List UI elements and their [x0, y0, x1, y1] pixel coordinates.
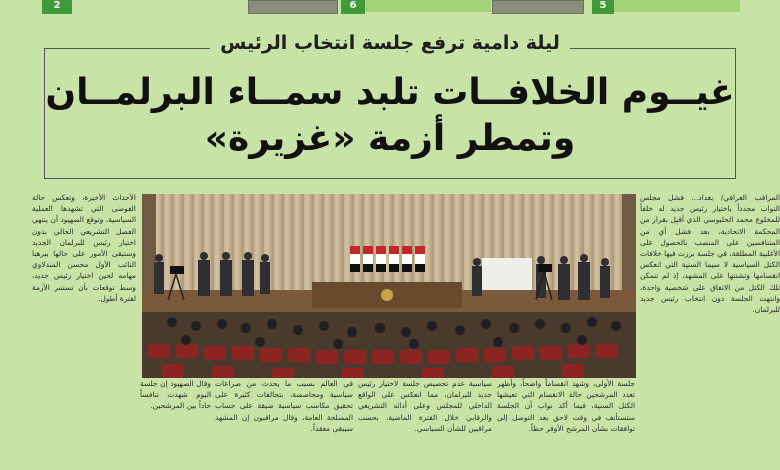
top-strip: [0, 0, 780, 14]
kicker-container: [0, 30, 780, 56]
photo-illustration: [142, 194, 636, 378]
parliament-session-photo: [142, 194, 636, 378]
section-badge: 2: [42, 0, 72, 14]
screen: [482, 258, 532, 290]
strip-bar: [365, 0, 491, 12]
article-column-right: المراقب العراقي/ بغداد... فشل مجلس النواب مجدداً باختيار رئيس جديد له خلفاً للمخلوع محمد الحلبوسي الذي أقيل بقرار من المحكمة الاتحادية، بعد فشل أي من المتنافسين على المنصب بالحصول على الأغلبية المطلقة، في جلسة برزت فيها خلافات الكتل السياسية لا سيما السنية التي انعكس انقسامها وتشتتها على المشهد، إذ لم تتمكن تلك الكتل من الاتفاق على شخصية واحدة، وانتهت الجلسة دون انتخاب رئيس جديد للبرلمان.: [640, 193, 780, 315]
article-column-bottom-2: سياسية عدم تحصيص جلسة لاختيار رئيس جديد للبرلمان، مما انعكس على الواقع الداخلي للمجلس وعلى أدائه التشريعي والرقابي خلال الفترة الماضية، بحسب مراقبين للشأن السياسي.: [358, 379, 492, 433]
headline-line-1: غيــوم الخلافــات تلبد سمــاء البرلمــان: [45, 72, 735, 113]
article-column-bottom-4: وقال الصهيود إن جلسة اليوم شهدت تنافساً حاداً بين المرشحين.: [140, 379, 211, 411]
article-column-bottom-3: في العالم بسبب ما يحدث من صراعات سياسية ومحاصصة، بتحالفات كثيرة على تحقيق مكاسب سياسية ضيقة على حساب المصلحة العامة، وقال مراقبون إن المشهد سيبقى معقداً.: [215, 379, 353, 433]
strip-bar: [614, 0, 740, 12]
headline-line-2: وتمطر أزمة «غزيرة»: [204, 118, 576, 159]
section-badge: 6: [341, 0, 365, 14]
kicker-title: ليلة دامية ترفع جلسة انتخاب الرئيس: [210, 30, 570, 56]
section-badge: 5: [592, 0, 614, 14]
strip-thumbnail: [248, 0, 338, 14]
headline: [44, 70, 736, 162]
strip-thumbnail: [492, 0, 584, 14]
article-column-bottom-1: جلسة الأولى، وشهد انقساماً واضحاً، وأظهر تعدد المرشحين حالة الانقسام التي تعيشها الكتل السنية، فيما أكد نواب أن الجلسة ستستأنف في وقت لاحق بعد التوصل إلى توافقات بشأن المرشح الأوفر حظاً.: [497, 379, 635, 433]
article-column-left: الأحداث الأخيرة، وتعكس حالة الفوضى التي تشهدها العملية السياسية، وتوقع الصهيود أن ينتهي الفصل التشريعي الحالي بدون اختيار رئيس للبرلمان الجديد وستبقى الأمور على حالها ببرهبا النائب الأول محسن المندلاوي مهامه لحين اختيار رئيس جديد، وسط توقعات بأن تستمر الأزمة لفترة أطول.: [32, 193, 136, 303]
